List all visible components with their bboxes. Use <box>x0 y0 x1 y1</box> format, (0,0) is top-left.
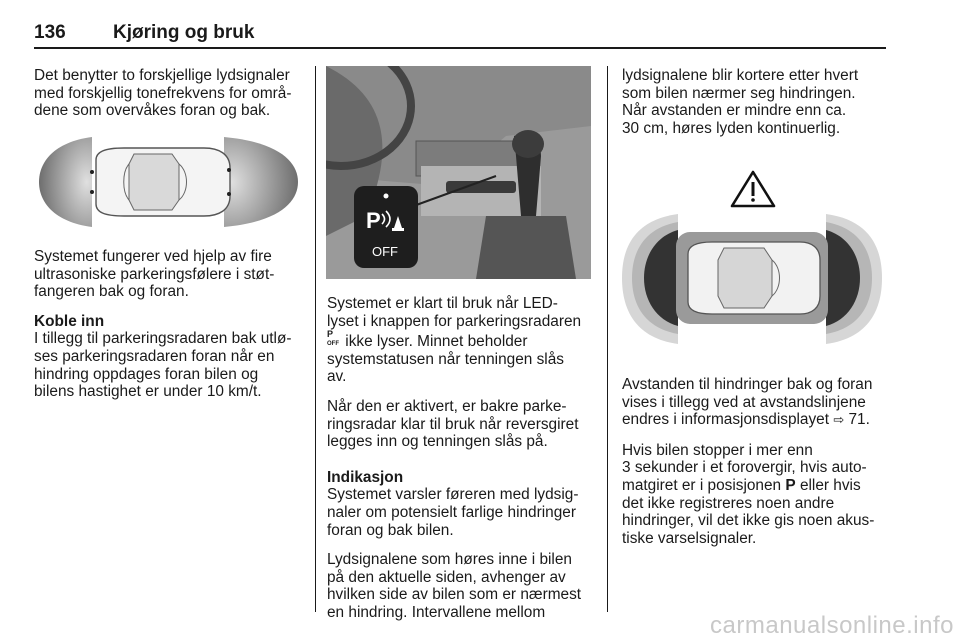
text-line: matgiret er i posisjonen <box>622 476 782 494</box>
column-1 <box>34 67 306 120</box>
text-line: hindring oppdages foran bilen og <box>34 365 259 383</box>
intro-line: dene som overvåkes foran og bak. <box>34 102 271 120</box>
text-line: det ikke registreres noen andre <box>622 494 835 512</box>
front-sensor-zone <box>224 137 298 227</box>
text-line: Systemet er klart til bruk når LED- <box>327 295 558 312</box>
front-distance-zones <box>826 214 882 344</box>
text-line: systemstatusen når tenningen slås <box>327 350 564 368</box>
column-divider-1 <box>315 66 316 612</box>
text-line: Avstanden til hindringer bak og foran <box>622 376 873 393</box>
intro-line: Det benytter to forskjellige lydsignaler <box>34 67 290 84</box>
gear-position-p: P <box>785 476 796 494</box>
text-line: på den aktuelle siden, avhenger av <box>327 568 566 586</box>
text-line: foran og bak bilen. <box>327 521 454 539</box>
text-line: ses parkeringsradaren foran når en <box>34 347 275 365</box>
sensor-paragraph <box>34 248 306 301</box>
text-line: en hindring. Intervallene mellom <box>327 603 546 621</box>
text-line: fangeren bak og foran. <box>34 283 189 301</box>
off-label: OFF <box>372 244 398 259</box>
text-line: bilens hastighet er under 10 km/t. <box>34 383 262 401</box>
page-reference[interactable]: 71. <box>848 411 870 429</box>
distance-display-illustration <box>620 168 886 358</box>
ready-paragraph <box>327 295 602 386</box>
page-reference-arrow-icon: ⇨ <box>833 413 845 429</box>
text-line: endres i informasjonsdisplayet <box>622 411 830 429</box>
display-paragraph <box>622 376 886 430</box>
rear-radar-paragraph <box>327 398 602 451</box>
signal-paragraph <box>327 551 602 621</box>
text-line: 30 cm, høres lyden kontinuerlig. <box>622 119 841 137</box>
column-3-lower <box>622 376 886 547</box>
text-line: tiske varselsignaler. <box>622 529 757 547</box>
text-line: ringsradar klar til bruk når reversgiret <box>327 415 579 433</box>
rear-sensor-zone <box>39 137 92 227</box>
intro-line: med forskjellig tonefrekvens for områ- <box>34 84 292 102</box>
watermark: carmanualsonline.info <box>710 612 954 639</box>
header-rule <box>34 47 886 49</box>
text-line: Når avstanden er mindre enn ca. <box>622 102 847 120</box>
column-divider-2 <box>607 66 608 612</box>
column-1-lower <box>34 248 306 401</box>
text-line: ikke lyser. Minnet beholder <box>341 333 528 351</box>
text-line: Systemet varsler føreren med lydsig- <box>327 486 579 504</box>
text-line: eller hvis <box>795 476 861 494</box>
svg-text:P: P <box>366 208 381 233</box>
text-line: som bilen nærmer seg hindringen. <box>622 84 856 102</box>
car-top-view <box>688 242 820 314</box>
car-top-view <box>96 148 230 216</box>
text-line: vises i tillegg ved at avstandslinjene <box>622 393 866 411</box>
warning-triangle-icon <box>732 172 774 206</box>
intro-paragraph <box>34 67 306 120</box>
text-line: ultrasoniske parkeringsfølere i støt- <box>34 265 275 283</box>
interval-paragraph <box>622 67 886 137</box>
text-line: Hvis bilen stopper i mer enn <box>622 441 813 459</box>
stop-paragraph <box>622 442 886 548</box>
column-2 <box>327 295 602 622</box>
activation-paragraph <box>34 330 306 400</box>
text-line: Lydsignalene som høres inne i bilen <box>327 551 572 569</box>
text-line: legges inn og tenningen slås på. <box>327 433 548 451</box>
text-line: I tillegg til parkeringsradaren bak utlø- <box>34 330 292 348</box>
sensor-zone-diagram <box>34 132 306 232</box>
heading-koble-inn: Koble inn <box>34 312 105 330</box>
page-title: Kjøring og bruk <box>113 22 255 43</box>
text-line: Systemet fungerer ved hjelp av fire <box>34 248 272 265</box>
heading-indikasjon: Indikasjon <box>327 468 404 486</box>
text-line: lyset i knappen for parkeringsradaren <box>327 312 582 330</box>
text-line: 3 sekunder i et forovergir, hvis auto- <box>622 459 867 477</box>
parking-radar-icon: P OFF <box>327 329 339 348</box>
text-line: hvilken side av bilen som er nærmest <box>327 586 582 604</box>
text-line: Når den er aktivert, er bakre parke- <box>327 397 567 415</box>
column-3 <box>622 67 886 137</box>
text-line: lydsignalene blir kortere etter hvert <box>622 67 859 84</box>
page-number: 136 <box>34 22 66 43</box>
text-line: hindringer, vil det ikke gis noen akus- <box>622 512 875 530</box>
warning-paragraph <box>327 486 602 539</box>
rear-distance-zones <box>622 214 678 344</box>
text-line: av. <box>327 368 347 386</box>
text-line: naler om potensielt farlige hindringer <box>327 503 576 521</box>
console-photo-illustration <box>326 66 591 279</box>
